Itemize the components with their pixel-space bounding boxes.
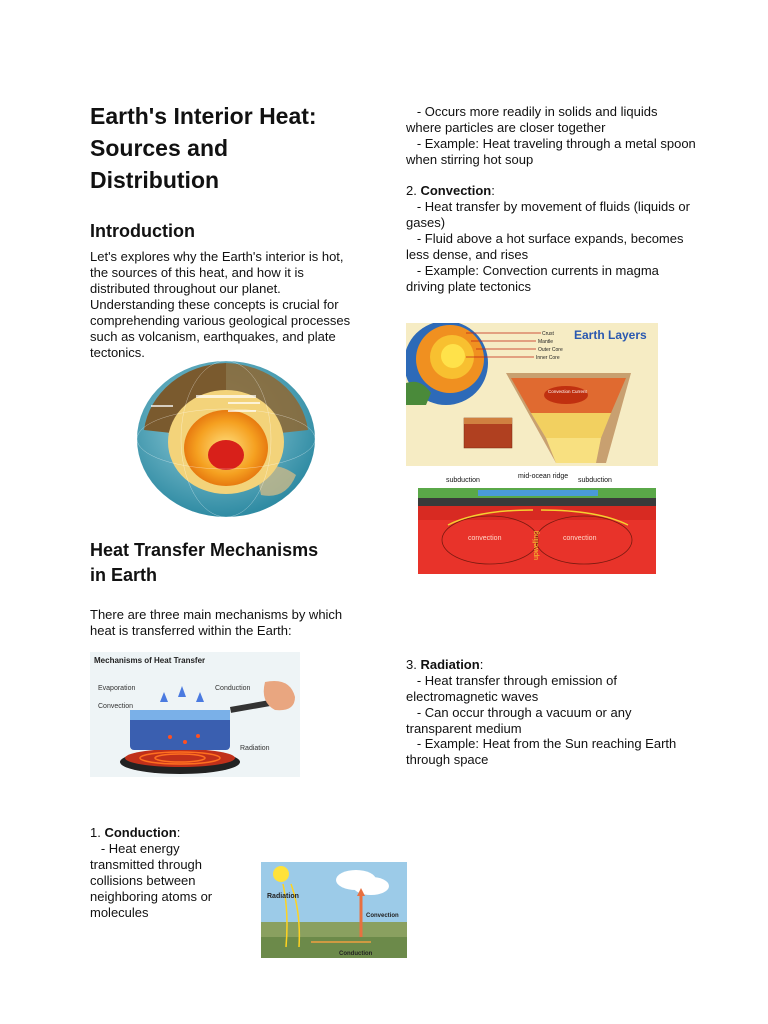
fig-bottom-label-conduction: Conduction: [339, 951, 373, 957]
mechanisms-heat-transfer-image: [90, 652, 300, 777]
fig-layers-label-mantle: Mantle: [538, 339, 554, 345]
convection-line3: - Example: Convection currents in magma driving plate tectonics: [406, 263, 659, 294]
radiation-line3: - Example: Heat from the Sun reaching Earth through space: [406, 736, 677, 767]
fig-conv-label-subduction-right: subduction: [578, 477, 612, 484]
conduction-line1: - Heat energy transmitted through collisions between neighboring atoms or molecules: [90, 841, 213, 920]
fig-bottom-label-convection: Convection: [366, 913, 399, 919]
convection-line1: - Heat transfer by movement of fluids (liquids or gases): [406, 199, 690, 230]
heat-transfer-body: There are three main mechanisms by which heat is transferred within the Earth:: [90, 607, 343, 638]
fig-bottom-label-radiation: Radiation: [267, 893, 299, 900]
convection-heading: 2. Convection:: [406, 183, 495, 198]
intro-heading: Introduction: [90, 221, 195, 241]
fig-layers-label-convection-current: Convection Current: [548, 389, 587, 394]
heat-transfer-heading: Heat Transfer Mechanisms in Earth: [90, 540, 319, 585]
earth-cutaway-image: [136, 360, 316, 518]
page-title: Earth's Interior Heat: Sources and Distribution: [90, 103, 317, 193]
fig-conv-label-convection-right: convection: [563, 535, 597, 542]
fig-conv-label-subduction-left: subduction: [446, 477, 480, 484]
fig-mech-label-evaporation: Evaporation: [98, 685, 136, 692]
radiation-heading: 3. Radiation:: [406, 657, 484, 672]
fig-mech-label-radiation: Radiation: [240, 745, 270, 752]
convection-cross-section-image: [418, 470, 656, 574]
radiation-line2: - Can occur through a vacuum or any transparent medium: [406, 705, 632, 736]
fig-layers-title: Earth Layers: [574, 328, 647, 342]
intro-body: Let's explores why the Earth's interior is hot, the sources of this heat, and how it is distributed throughout our planet. Understanding these concepts is crucial for comprehending various geological processes such as volcanism, earthquakes, and plate tectonics.: [90, 249, 351, 360]
conduction-line2: - Occurs more readily in solids and liquids where particles are closer together: [406, 104, 658, 135]
conduction-heading: 1. Conduction:: [90, 825, 181, 840]
radiation-line1: - Heat transfer through emission of electromagnetic waves: [406, 673, 617, 704]
fig-conv-label-mid-ocean-ridge: mid-ocean ridge: [518, 473, 569, 480]
fig-layers-label-crust: Crust: [542, 331, 554, 337]
fig-layers-label-outer-core: Outer Core: [538, 347, 563, 353]
fig-layers-label-inner-core: Inner Core: [536, 355, 560, 361]
convection-line2: - Fluid above a hot surface expands, becomes less dense, and rises: [406, 231, 684, 262]
fig-mech-label-convection: Convection: [98, 703, 134, 710]
earth-layers-image: [406, 323, 658, 466]
fig-mech-title: Mechanisms of Heat Transfer: [94, 656, 206, 665]
fig-conv-label-upwelling: upwelling: [533, 530, 540, 560]
fig-conv-label-convection-left: convection: [468, 535, 502, 542]
fig-mech-label-conduction: Conduction: [215, 685, 251, 692]
conduction-line3: - Example: Heat traveling through a metal spoon when stirring hot soup: [406, 136, 696, 167]
heat-transfer-landscape-image: [261, 862, 407, 958]
